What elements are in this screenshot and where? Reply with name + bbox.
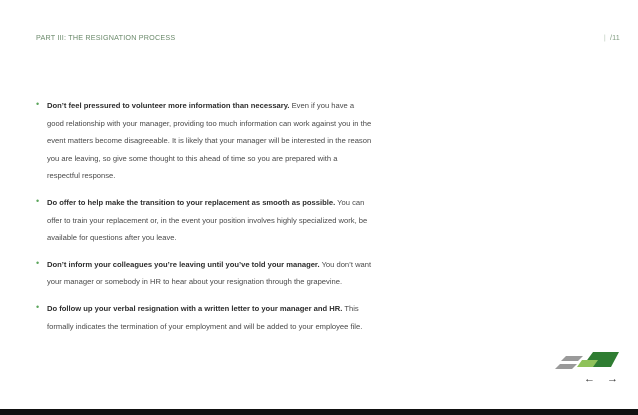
bullet-icon: • <box>36 257 40 268</box>
item-body: You don’t want your manager or somebody in HR to hear about your resignation through the grapevine. <box>47 259 372 287</box>
list-item <box>36 300 372 335</box>
page-navigation <box>584 372 618 386</box>
page-number-wrap <box>604 33 620 42</box>
item-text <box>47 97 372 185</box>
prev-page-arrow-icon[interactable]: ← <box>584 373 595 385</box>
item-heading: Do offer to help make the transition to your replacement as smooth as possible. <box>47 197 336 207</box>
item-heading: Don’t inform your colleagues you’re leaving until you’ve told your manager. <box>47 259 320 269</box>
item-heading: Don’t feel pressured to volunteer more information than necessary. <box>47 101 290 110</box>
item-body: Even if you have a good relationship with your manager, providing too much information can work against you in the event matters become disagreeable. It is likely that your manager will be interested in the reason you are leaving, so give some thought to this ahead of time so you are prepared with a respectful response. <box>47 101 372 181</box>
item-text <box>47 300 372 335</box>
page-separator: | <box>603 33 606 42</box>
page-header <box>36 33 620 45</box>
list-item <box>36 97 372 185</box>
section-title: PART III: THE RESIGNATION PROCESS <box>36 33 176 42</box>
item-heading: Do follow up your verbal resignation with a written letter to your manager and HR. <box>47 303 343 313</box>
item-body: You can offer to train your replacement or, in the event your position involves highly specialized work, be available for questions after you leave. <box>47 197 368 243</box>
item-text <box>47 194 372 247</box>
bullet-icon: • <box>36 195 40 206</box>
list-item <box>36 256 372 291</box>
gray-bar-bottom-shape <box>555 364 577 369</box>
bottom-bar <box>0 409 638 415</box>
item-body: This formally indicates the termination of your employment and will be added to your employee file. <box>47 303 363 331</box>
tips-list <box>36 97 372 344</box>
bullet-icon: • <box>36 301 40 312</box>
page-number: /11 <box>609 33 620 42</box>
list-item <box>36 194 372 247</box>
bullet-icon: • <box>36 99 40 109</box>
item-text <box>47 256 372 291</box>
next-page-arrow-icon[interactable]: → <box>607 373 618 385</box>
gray-bar-top-shape <box>561 356 583 361</box>
green-block-shape <box>582 352 619 367</box>
light-green-block-shape <box>577 360 598 367</box>
